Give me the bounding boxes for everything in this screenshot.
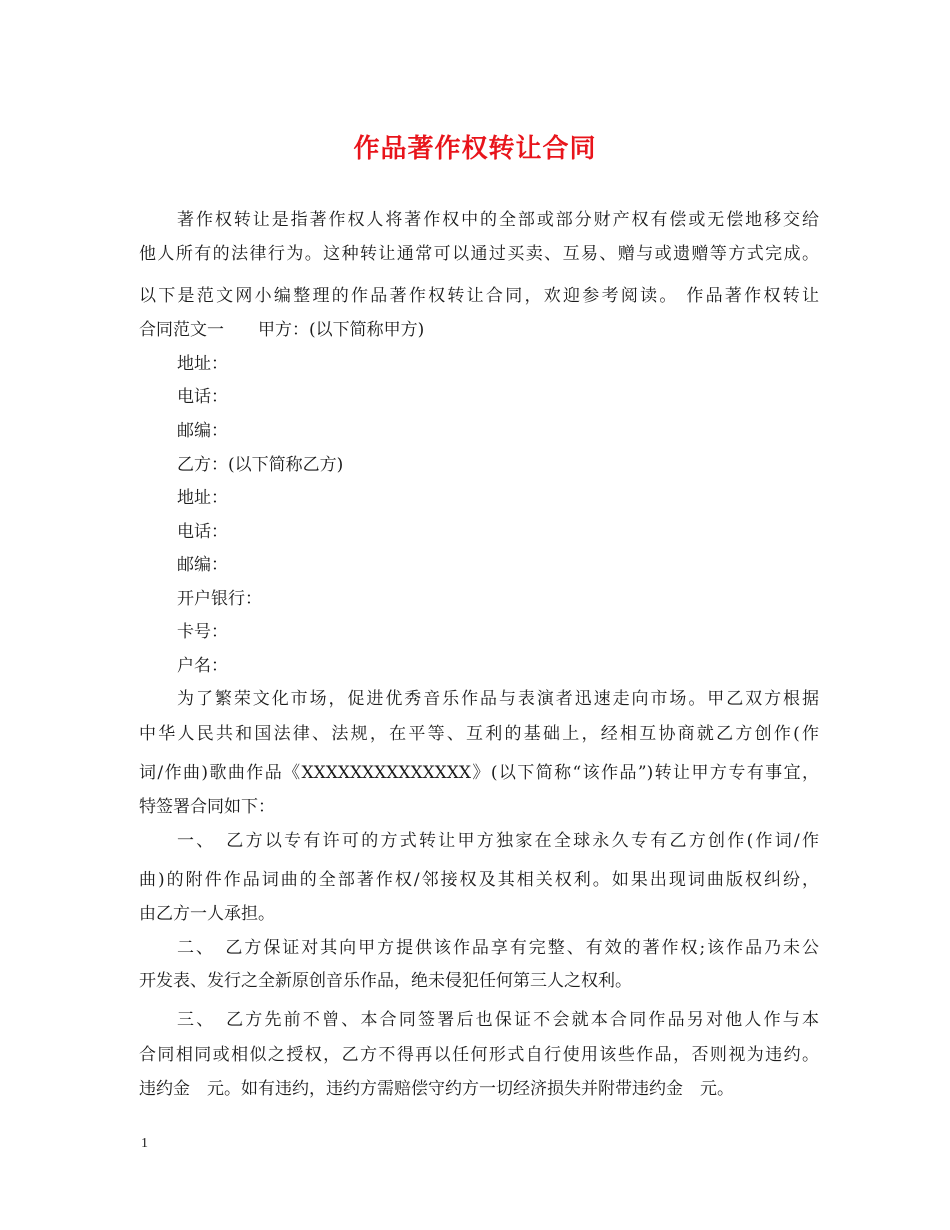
clause-line: 合同相同或相似之授权，乙方不得再以任何形式自行使用该些作品，否则视为违约。 (139, 1045, 819, 1065)
paragraph-line: 他人所有的法律行为。这种转让通常可以通过买卖、互易、赠与或遗赠等方式完成。 (139, 244, 819, 264)
field-label-address: 地址： (177, 488, 228, 508)
clause-line: 违约金 元。如有违约，违约方需赔偿守约方一切经济损失并附带违约金 元。 (139, 1079, 734, 1099)
clause-line: 曲)的附件作品词曲的全部著作权/邻接权及其相关权利。如果出现词曲版权纠纷， (139, 870, 819, 890)
field-label-postcode: 邮编： (177, 555, 228, 575)
field-label-card-number: 卡号： (177, 622, 228, 642)
field-label-postcode: 邮编： (177, 421, 228, 441)
field-label-phone: 电话： (177, 387, 228, 407)
field-label-phone: 电话： (177, 522, 228, 542)
field-label-bank: 开户银行： (177, 589, 262, 609)
paragraph-line: 著作权转让是指著作权人将著作权中的全部或部分财产权有偿或无偿地移交给 (177, 210, 819, 230)
party-b-heading: 乙方：(以下简称乙方) (177, 455, 344, 475)
paragraph-line: 为了繁荣文化市场，促进优秀音乐作品与表演者迅速走向市场。甲乙双方根据 (177, 689, 819, 709)
field-label-account-name: 户名： (177, 656, 228, 676)
page-number: 1 (141, 1136, 148, 1151)
paragraph-line: 合同范文一 甲方：(以下简称甲方) (139, 320, 425, 340)
clause-line: 开发表、发行之全新原创音乐作品，绝未侵犯任何第三人之权利。 (139, 971, 632, 991)
clause-line: 一、 乙方以专有许可的方式转让甲方独家在全球永久专有乙方创作(作词/作 (177, 831, 819, 851)
document-title: 作品著作权转让合同 (353, 134, 597, 164)
paragraph-line: 特签署合同如下： (139, 797, 275, 817)
paragraph-line: 词/作曲)歌曲作品《XXXXXXXXXXXXXX》(以下简称“该作品”)转让甲方专有事宜， (139, 763, 819, 783)
paragraph-line: 以下是范文网小编整理的作品著作权转让合同，欢迎参考阅读。 作品著作权转让 (139, 286, 819, 306)
clause-line: 二、 乙方保证对其向甲方提供该作品享有完整、有效的著作权;该作品乃未公 (177, 938, 819, 958)
field-label-address: 地址： (177, 354, 228, 374)
paragraph-line: 中华人民共和国法律、法规，在平等、互利的基础上，经相互协商就乙方创作(作 (139, 724, 819, 744)
clause-line: 由乙方一人承担。 (139, 904, 275, 924)
clause-line: 三、 乙方先前不曾、本合同签署后也保证不会就本合同作品另对他人作与本 (177, 1010, 819, 1030)
